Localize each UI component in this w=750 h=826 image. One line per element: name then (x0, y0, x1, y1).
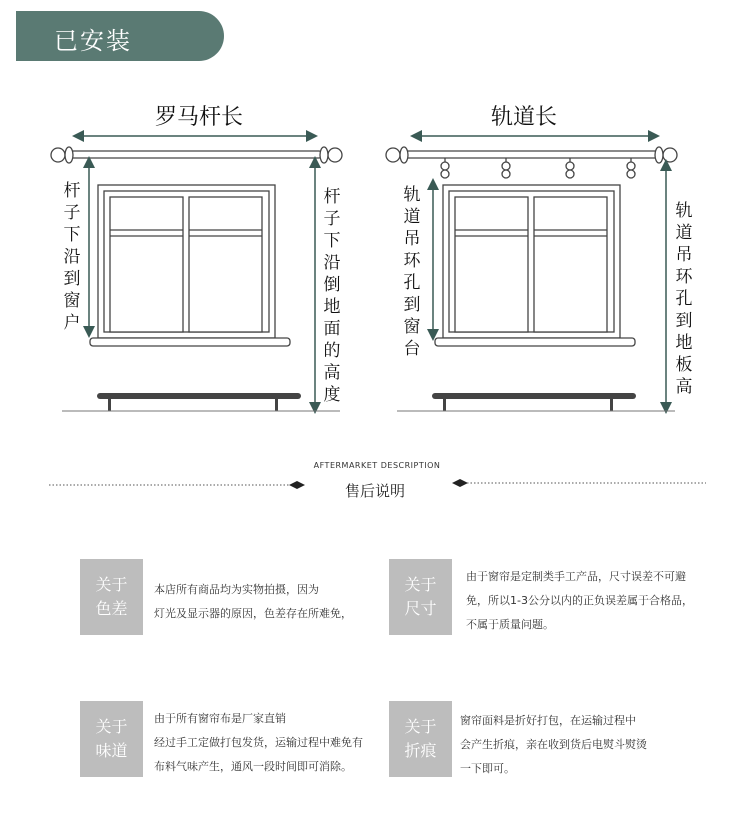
note-smell: 由于所有窗帘布是厂家直销 经过手工定做打包发货，运输过程中难免有 布料气味产生，通风一段时间即可消除。 (154, 712, 363, 773)
tag-size: 关于 尺寸 (389, 559, 452, 635)
note-size: 由于窗帘是定制类手工产品，尺寸误差不可避 免，所以1-3公分以内的正负误差属于合格品， 不属于质量问题。 (466, 570, 693, 631)
rod-to-window-label: 杆 子 下 沿 到 窗 户 (63, 181, 81, 333)
aftermarket-subtitle: AFTERMARKET DESCRIPTION (313, 461, 441, 470)
badge-label: 已安装 (54, 27, 132, 55)
tag-color-difference: 关于 色差 (80, 559, 143, 635)
floor-bench-right (397, 393, 675, 411)
window-left (90, 185, 290, 346)
track-title: 轨道长 (490, 105, 557, 130)
rod-to-floor-label: 杆 子 下 沿 倒 地 面 的 高 度 (323, 187, 341, 405)
rod-bar (68, 151, 322, 158)
note-crease: 窗帘面料是折好打包，在运输过程中 会产生折痕，亲在收到货后电熨斗熨烫 一下即可。 (460, 714, 647, 775)
track-bar (405, 151, 659, 158)
rod-finial-left (51, 148, 65, 162)
roman-rod-diagram (51, 136, 342, 411)
roman-rod-title: 罗马杆长 (154, 105, 243, 130)
floor-bench-left (62, 393, 340, 411)
window-right (435, 185, 635, 346)
ring-to-sill-label: 轨 道 吊 环 孔 到 窗 台 (403, 185, 421, 359)
tag-smell: 关于 味道 (80, 701, 143, 777)
track-rings (441, 158, 635, 178)
rod-finial-right (328, 148, 342, 162)
tag-crease: 关于 折痕 (389, 701, 452, 777)
ring-to-floor-label: 轨 道 吊 环 孔 到 地 板 高 (675, 201, 693, 397)
note-color-difference: 本店所有商品均为实物拍摄，因为 灯光及显示器的原因，色差存在所难免， (154, 583, 352, 620)
track-diagram (386, 136, 677, 411)
aftersales-title: 售后说明 (344, 482, 405, 500)
